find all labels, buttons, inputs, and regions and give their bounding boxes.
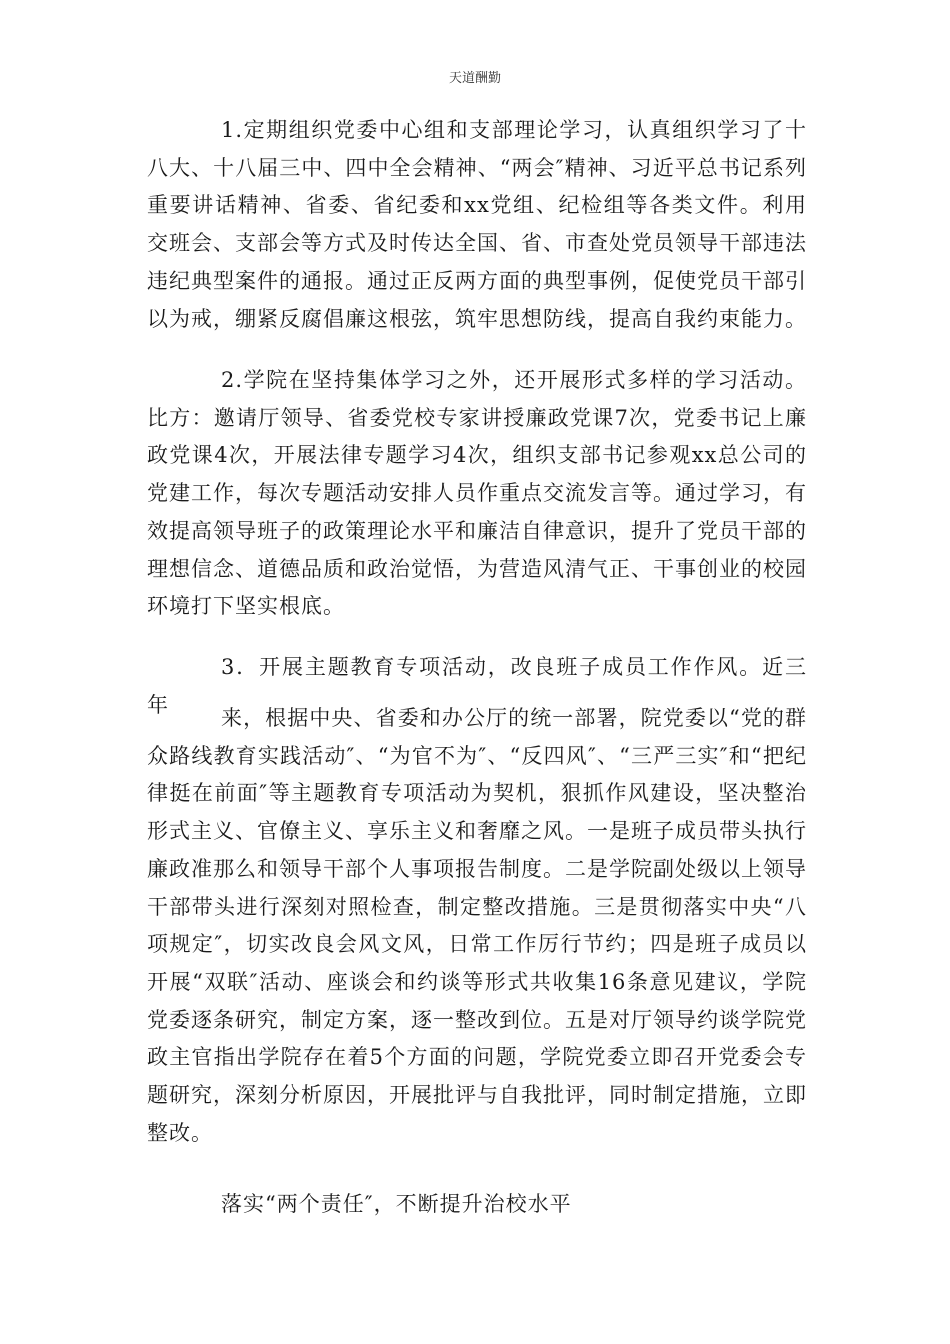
page-header: 天道酬勤 — [448, 71, 501, 86]
section-heading-two-responsibilities: 落实“两个责任″，不断提升治校水平 — [221, 1192, 572, 1216]
paragraph-education-heading-line: 3．开展主题教育专项活动，改良班子成员工作作风。近三年 — [147, 655, 807, 717]
paragraph-education-body: 来，根据中央、省委和办公厅的统一部署，院党委以“党的群众路线教育实践活动″、“为官不为″、“反四风″、“三严三实″和“把纪律挺在前面″等主题教育专项活动为契机，狠抓作风建设，坚决整治形式主义、官僚主义、享乐主义和奢靡之风。一是班子成员带头执行廉政准那么和领导干部个人事项报告制度。二是学院副处级以上领导干部带头进行深刻对照检查，制定整改措施。三是贯彻落实中央“八项规定″，切实改良会风文风，日常工作厉行节约；四是班子成员以开展“双联″活动、座谈会和约谈等形式共收集16条意见建议，学院党委逐条研究，制定方案，逐一整改到位。五是对厅领导约谈学院党政主官指出学院存在着5个方面的问题，学院党委立即召开党委会专题研究，深刻分析原因，开展批评与自我批评，同时制定措施，立即整改。 — [147, 706, 807, 1145]
paragraph-study-activities: 2.学院在坚持集体学习之外，还开展形式多样的学习活动。比方：邀请厅领导、省委党校专家讲授廉政党课7次，党委书记上廉政党课4次，开展法律专题学习4次，组织支部书记参观xx总公司的党建工作，每次专题活动安排人员作重点交流发言等。通过学习，有效提高领导班子的政策理论水平和廉洁自律意识，提升了党员干部的理想信念、道德品质和政治觉悟，为营造风清气正、干事创业的校园环境打下坚实根底。 — [147, 368, 807, 619]
paragraph-study-organization: 1.定期组织党委中心组和支部理论学习，认真组织学习了十八大、十八届三中、四中全会精神、“两会″精神、习近平总书记系列重要讲话精神、省委、省纪委和xx党组、纪检组等各类文件。利用交班会、支部会等方式及时传达全国、省、市查处党员领导干部违法违纪典型案件的通报。通过正反两方面的典型事例，促使党员干部引以为戒，绷紧反腐倡廉这根弦，筑牢思想防线，提高自我约束能力。 — [147, 118, 807, 331]
